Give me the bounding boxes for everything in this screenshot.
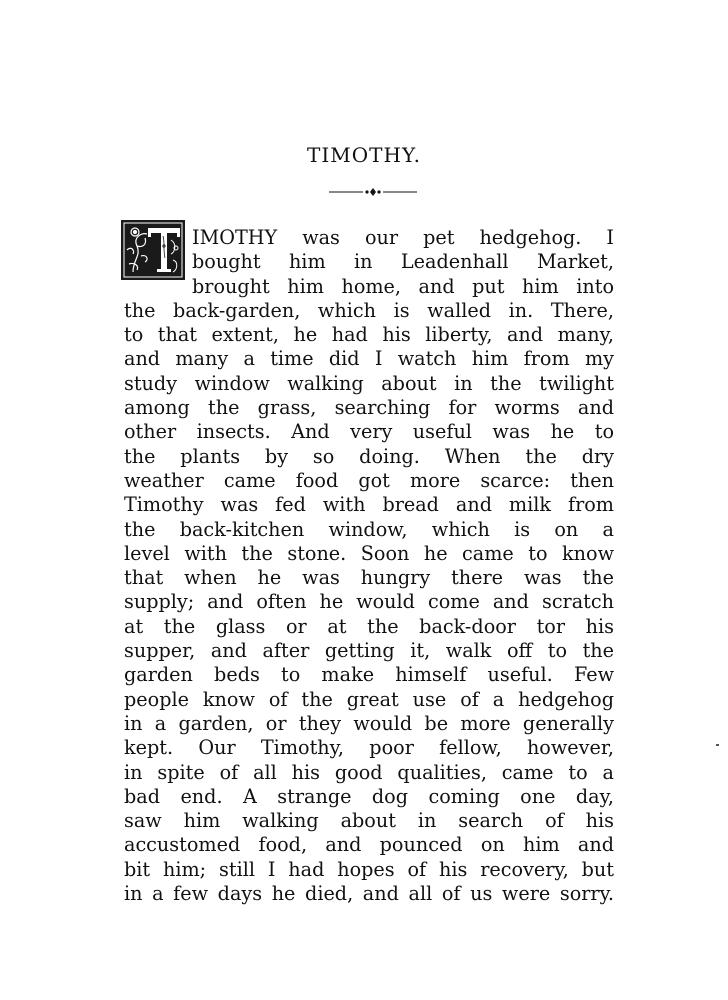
text-line: bad end. A strange dog coming one day, xyxy=(124,784,614,808)
text-line: the plants by so doing. When the dry xyxy=(124,444,614,468)
text-line: saw him walking about in search of his xyxy=(124,809,614,833)
text-line: study window walking about in the twilight xyxy=(124,371,614,395)
text-line: among the grass, searching for worms and xyxy=(124,396,614,420)
text-line: in a few days he died, and all of us were sorry. xyxy=(124,882,614,906)
text-line: supper, and after getting it, walk off to the xyxy=(124,639,614,663)
text-line: bit him; still I had hopes of his recovery, but xyxy=(124,857,614,881)
text-line: brought him home, and put him into xyxy=(192,274,614,298)
text-line: accustomed food, and pounced on him and xyxy=(124,833,614,857)
text-line: people know of the great use of a hedgehog xyxy=(124,687,614,711)
text-line: bought him in Leadenhall Market, xyxy=(192,250,614,274)
text-line: supply; and often he would come and scratch xyxy=(124,590,614,614)
text-line: in spite of all his good qualities, came to a xyxy=(124,760,614,784)
text-line: kept. Our Timothy, poor fellow, however, xyxy=(124,736,614,760)
text-line: weather came food got more scarce: then xyxy=(124,468,614,492)
margin-speck xyxy=(716,744,719,746)
text-line: IMOTHY was our pet hedgehog. I xyxy=(192,226,614,249)
chapter-title: TIMOTHY. xyxy=(307,143,421,167)
text-line: Timothy was fed with bread and milk from xyxy=(124,493,614,517)
text-line: the back-kitchen window, which is on a xyxy=(124,517,614,541)
text-line: to that extent, he had his liberty, and many, xyxy=(124,323,614,347)
text-line: garden beds to make himself useful. Few xyxy=(124,663,614,687)
text-line: level with the stone. Soon he came to know xyxy=(124,541,614,565)
text-line: in a garden, or they would be more generally xyxy=(124,711,614,735)
text-line: other insects. And very useful was he to xyxy=(124,420,614,444)
title-ornament xyxy=(329,186,417,198)
text-line: the back-garden, which is walled in. There, xyxy=(124,298,614,322)
story-text xyxy=(124,226,614,906)
text-line: that when he was hungry there was the xyxy=(124,566,614,590)
text-line: and many a time did I watch him from my xyxy=(124,347,614,371)
text-line: at the glass or at the back-door tor his xyxy=(124,614,614,638)
